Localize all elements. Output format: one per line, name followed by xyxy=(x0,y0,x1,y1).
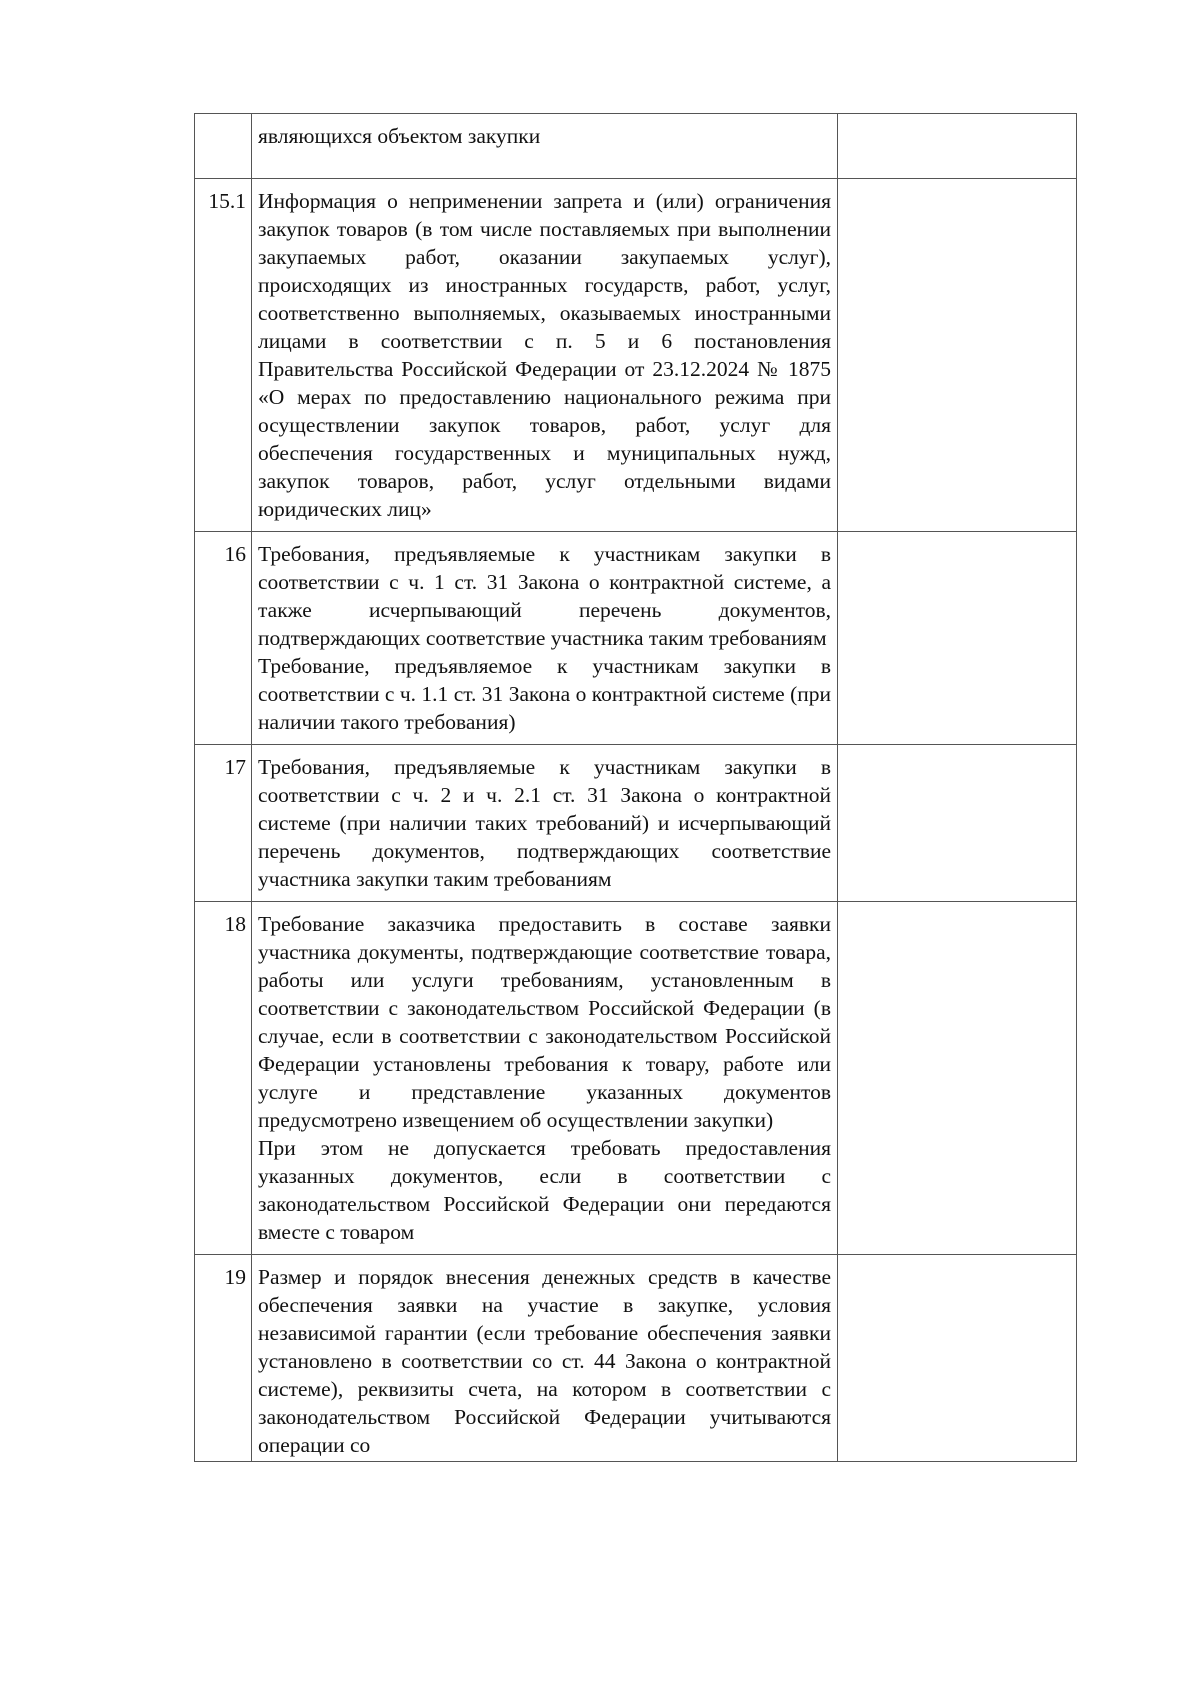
description-paragraph: являющихся объектом закупки xyxy=(258,124,541,148)
row-number xyxy=(195,114,252,179)
procurement-requirements-table xyxy=(194,113,1077,1462)
description-paragraph: Размер и порядок внесения денежных средств в качестве обеспечения заявки на участие в закупке, условия независимой гарантии (если требование обеспечения заявки установлено в соответствии со ст. 44 Закона о контрактной системе), реквизиты счета, на котором в соответствии с законодательством Российской Федерации учитываются операции со xyxy=(258,1265,831,1457)
row-description xyxy=(252,902,838,1255)
row-description xyxy=(252,532,838,745)
description-paragraph: Требования, предъявляемые к участникам закупки в соответствии с ч. 1 ст. 31 Закона о контрактной системе, а также исчерпывающий перечень документов, подтверждающих соответствие участника таким требованиям xyxy=(258,542,831,650)
description-paragraph: Требование, предъявляемое к участникам закупки в соответствии с ч. 1.1 ст. 31 Закона о контрактной системе (при наличии такого требования) xyxy=(258,654,831,734)
row-value xyxy=(838,532,1077,745)
row-number: 19 xyxy=(195,1255,252,1462)
row-number: 18 xyxy=(195,902,252,1255)
row-value xyxy=(838,745,1077,902)
table-row xyxy=(195,902,1077,1255)
row-value xyxy=(838,1255,1077,1462)
row-description xyxy=(252,179,838,532)
row-value xyxy=(838,902,1077,1255)
row-description xyxy=(252,745,838,902)
row-number: 16 xyxy=(195,532,252,745)
row-number: 17 xyxy=(195,745,252,902)
description-paragraph: Информация о неприменении запрета и (или) ограничения закупок товаров (в том числе поставляемых при выполнении закупаемых работ, оказании закупаемых услуг), происходящих из иностранных государств, работ, услуг, соответственно выполняемых, оказываемых иностранными лицами в соответствии с п. 5 и 6 постановления Правительства Российской Федерации от 23.12.2024 № 1875 «О мерах по предоставлению национального режима при осуществлении закупок товаров, работ, услуг для обеспечения государственных и муниципальных нужд, закупок товаров, работ, услуг отдельными видами юридических лиц» xyxy=(258,189,831,521)
description-paragraph: Требование заказчика предоставить в составе заявки участника документы, подтверждающие соответствие товара, работы или услуги требованиям, установленным в соответствии с законодательством Российской Федерации (в случае, если в соответствии с законодательством Российской Федерации установлены требования к товару, работе или услуге и представление указанных документов предусмотрено извещением об осуществлении закупки) xyxy=(258,912,831,1132)
table-row xyxy=(195,532,1077,745)
table-row xyxy=(195,179,1077,532)
row-description xyxy=(252,1255,838,1462)
row-value xyxy=(838,179,1077,532)
row-description xyxy=(252,114,838,179)
row-value xyxy=(838,114,1077,179)
description-paragraph: При этом не допускается требовать предоставления указанных документов, если в соответствии с законодательством Российской Федерации они передаются вместе с товаром xyxy=(258,1136,831,1244)
row-number: 15.1 xyxy=(195,179,252,532)
table-row xyxy=(195,114,1077,179)
table-row xyxy=(195,745,1077,902)
description-paragraph: Требования, предъявляемые к участникам закупки в соответствии с ч. 2 и ч. 2.1 ст. 31 Закона о контрактной системе (при наличии таких требований) и исчерпывающий перечень документов, подтверждающих соответствие участника закупки таким требованиям xyxy=(258,755,831,891)
table-row xyxy=(195,1255,1077,1462)
